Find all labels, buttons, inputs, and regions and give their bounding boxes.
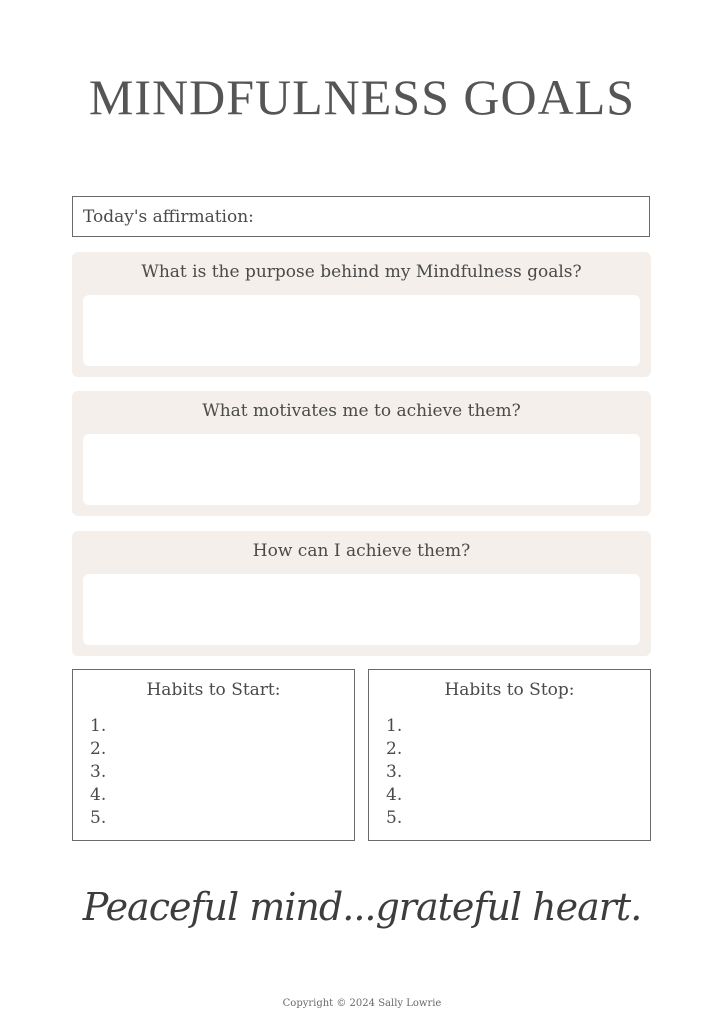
list-item[interactable]: 5. [386, 808, 403, 828]
habits-start-list [90, 715, 106, 830]
habits-start-title: Habits to Start: [146, 680, 281, 700]
habits-to-stop-box [368, 669, 651, 841]
list-item[interactable]: 1. [386, 716, 403, 736]
habits-stop-list [386, 715, 402, 830]
copyright-text: Copyright © 2024 Sally Lowrie [282, 998, 442, 1009]
answer-box-how[interactable] [83, 574, 640, 645]
list-item[interactable]: 4. [386, 785, 403, 805]
signature-quote: Peaceful mind...grateful heart. [82, 885, 642, 929]
affirmation-field[interactable] [72, 196, 650, 237]
list-item[interactable]: 2. [90, 739, 107, 759]
list-item[interactable]: 3. [386, 762, 403, 782]
list-item[interactable]: 1. [90, 716, 107, 736]
list-item[interactable]: 4. [90, 785, 107, 805]
question-label: What motivates me to achieve them? [202, 401, 521, 421]
page-title: MINDFULNESS GOALS [88, 69, 636, 125]
answer-box-motivation[interactable] [83, 434, 640, 505]
affirmation-label: Today's affirmation: [83, 206, 254, 227]
answer-box-purpose[interactable] [83, 295, 640, 366]
question-panel-motivation [72, 391, 651, 516]
question-label: What is the purpose behind my Mindfulness goals? [141, 262, 582, 282]
question-panel-purpose [72, 252, 651, 377]
list-item[interactable]: 2. [386, 739, 403, 759]
question-panel-how [72, 531, 651, 656]
list-item[interactable]: 3. [90, 762, 107, 782]
habits-stop-title: Habits to Stop: [444, 680, 575, 700]
habits-to-start-box [72, 669, 355, 841]
list-item[interactable]: 5. [90, 808, 107, 828]
question-label: How can I achieve them? [252, 541, 471, 561]
